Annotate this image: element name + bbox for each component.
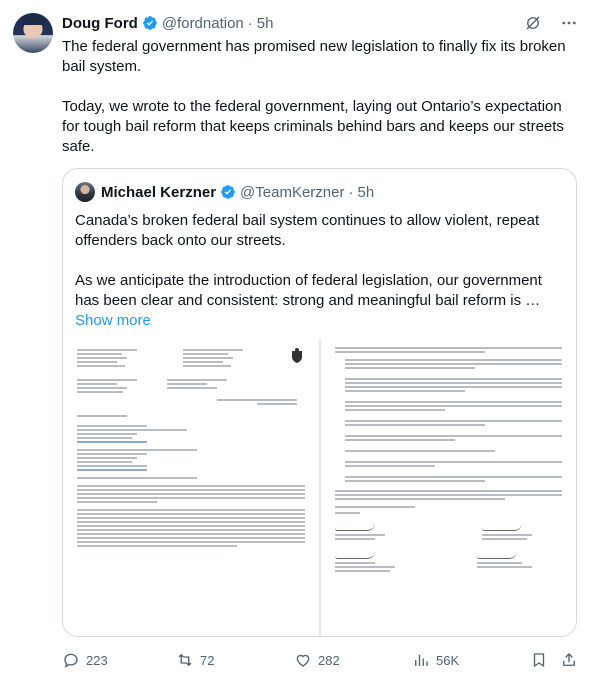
separator-dot: · bbox=[247, 14, 253, 32]
reply-icon bbox=[62, 651, 80, 669]
author-name[interactable]: Doug Ford bbox=[62, 14, 138, 32]
tweet-paragraph-2: Today, we wrote to the federal government, laying out Ontario’s expectation for tough bail reform that keeps criminals behind bars and keeps our streets safe. bbox=[62, 98, 564, 155]
like-button[interactable] bbox=[294, 650, 340, 670]
heart-icon bbox=[294, 651, 312, 669]
show-more-link[interactable]: Show more bbox=[75, 312, 151, 329]
quoted-tweet-timestamp: 5h bbox=[357, 183, 375, 201]
reply-count: 223 bbox=[86, 652, 108, 668]
letter-page-1-image[interactable] bbox=[63, 339, 319, 636]
views-button[interactable] bbox=[412, 650, 459, 670]
repost-button[interactable] bbox=[176, 650, 214, 670]
separator-dot: · bbox=[348, 183, 354, 201]
analytics-icon bbox=[412, 651, 430, 669]
letter-page-2-image[interactable] bbox=[321, 339, 577, 636]
more-options-icon[interactable] bbox=[560, 14, 578, 32]
attached-letter-images[interactable] bbox=[63, 339, 576, 636]
view-count: 56K bbox=[436, 652, 460, 668]
tweet-text bbox=[62, 37, 574, 157]
tweet-paragraph-1: The federal government has promised new legislation to finally fix its broken bail system. bbox=[62, 38, 566, 75]
reply-button[interactable] bbox=[62, 650, 108, 670]
quoted-tweet-text bbox=[75, 211, 567, 331]
bookmark-button[interactable] bbox=[530, 650, 548, 670]
share-button[interactable] bbox=[560, 650, 578, 670]
grok-icon[interactable] bbox=[524, 14, 542, 32]
like-count: 282 bbox=[318, 652, 340, 668]
quoted-tweet-header bbox=[75, 181, 374, 203]
tweet-action-bar bbox=[62, 650, 578, 670]
quoted-paragraph-1: Canada’s broken federal bail system continues to allow violent, repeat offenders back onto our streets. bbox=[75, 212, 540, 249]
quoted-author-handle: @TeamKerzner bbox=[240, 183, 345, 201]
tweet-header bbox=[62, 13, 578, 33]
bookmark-icon bbox=[530, 651, 548, 669]
quoted-paragraph-2: As we anticipate the introduction of federal legislation, our government has been clear and consistent: strong and meaningful bail reform is … bbox=[75, 272, 542, 309]
verified-badge-icon bbox=[220, 184, 236, 200]
ontario-crest-icon bbox=[289, 347, 305, 365]
author-handle[interactable]: @fordnation bbox=[161, 14, 244, 32]
quoted-tweet[interactable] bbox=[62, 168, 577, 637]
quoted-author-name: Michael Kerzner bbox=[101, 183, 217, 201]
tweet-timestamp[interactable]: 5h bbox=[256, 14, 274, 32]
repost-icon bbox=[176, 651, 194, 669]
share-icon bbox=[560, 651, 578, 669]
repost-count: 72 bbox=[200, 652, 215, 668]
author-avatar[interactable] bbox=[13, 13, 53, 53]
header-actions bbox=[524, 13, 578, 33]
verified-badge-icon bbox=[142, 15, 158, 31]
letterhead bbox=[77, 347, 305, 369]
quoted-author-avatar bbox=[75, 182, 95, 202]
